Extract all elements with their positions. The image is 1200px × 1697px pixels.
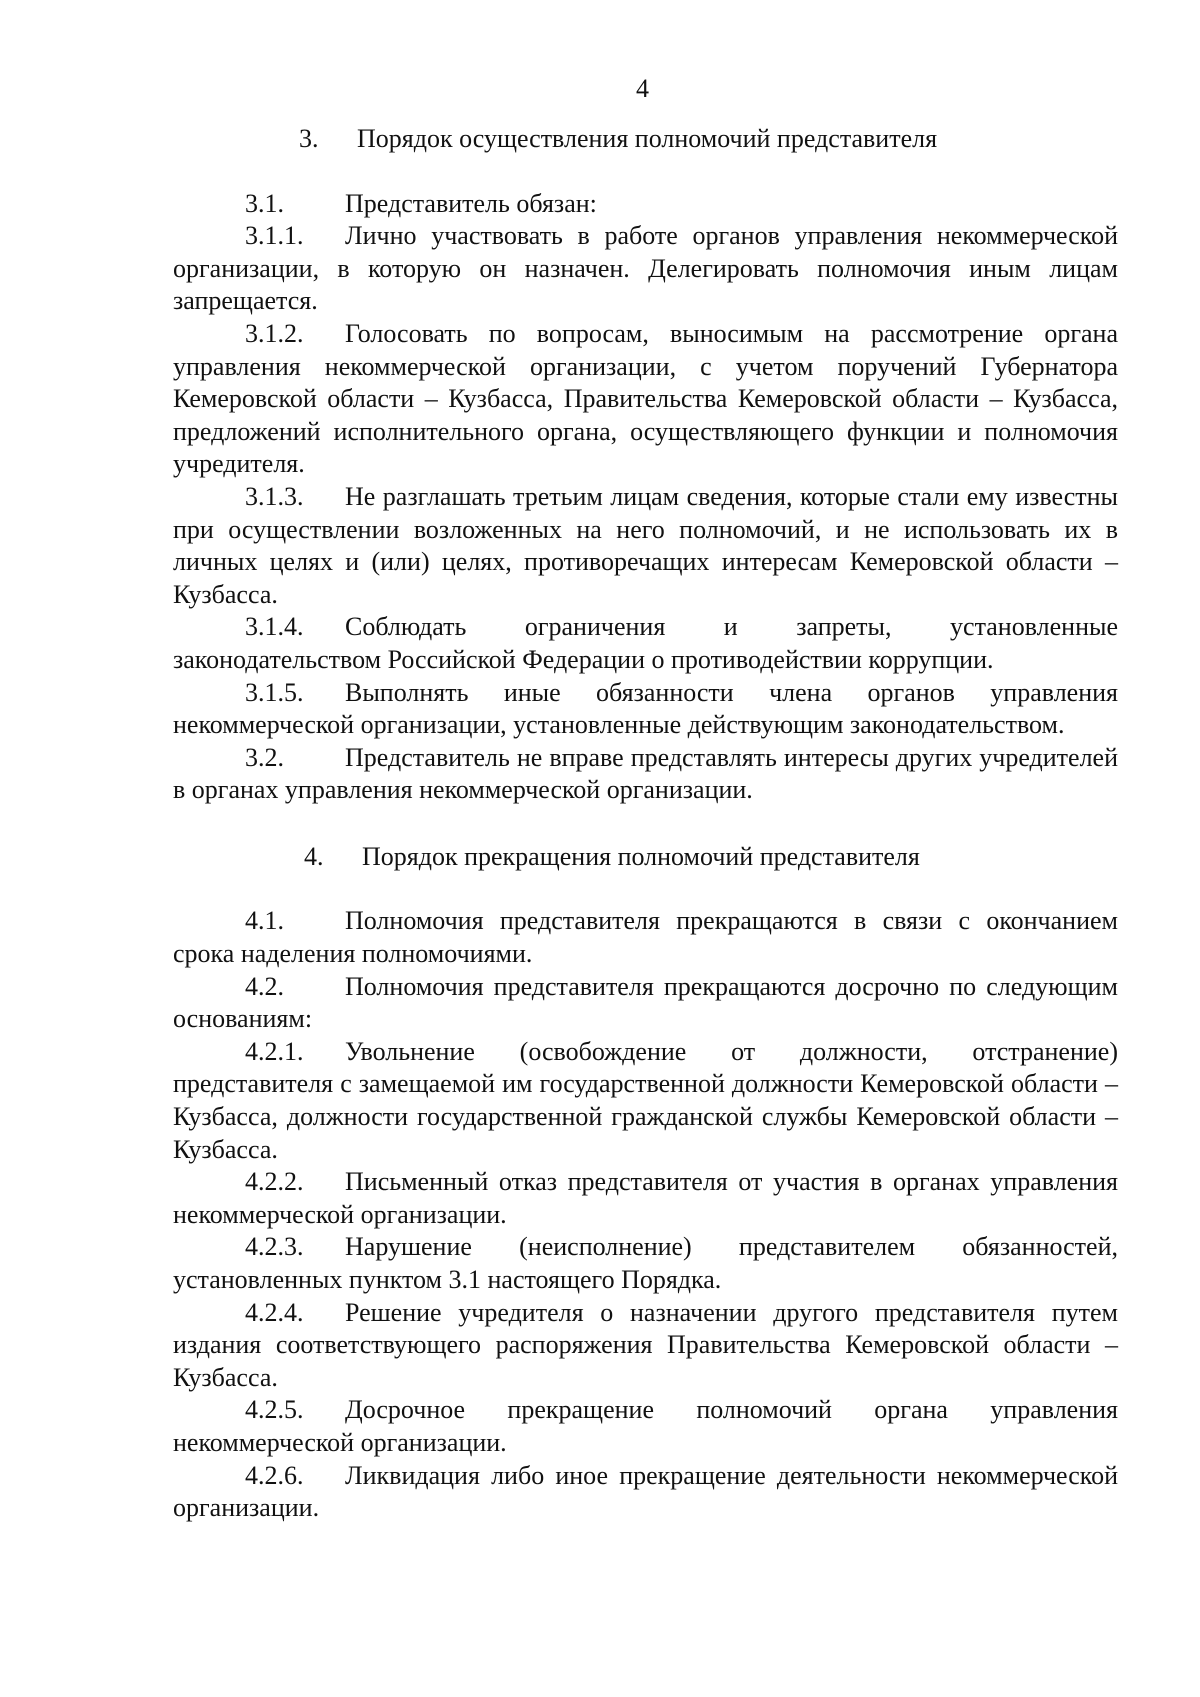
page-number: 4 xyxy=(636,74,649,103)
section-4-number: 4. xyxy=(304,841,324,871)
paragraph-text: Лично участвовать в работе органов управления некоммерческой организации, в которую он назначен. Делегировать полномочия иным лицам запрещается. xyxy=(173,221,1118,316)
paragraph-text: Выполнять иные обязанности члена органов управления некоммерческой организации, установленные действующим законодательством. xyxy=(173,677,1118,740)
section-3-number: 3. xyxy=(299,124,319,153)
paragraph-text: Полномочия представителя прекращаются в связи с окончанием срока наделения полномочиями. xyxy=(173,906,1118,969)
paragraph-text: Увольнение (освобождение от должности, отстранение) представителя с замещаемой им государственной должности Кемеровской области – Кузбасса, должности государственной гражданской службы Кемеровской области – Кузбасса. xyxy=(173,1036,1118,1164)
paragraph-3-2 xyxy=(173,742,1118,807)
paragraph-number: 4.2.2. xyxy=(245,1167,304,1197)
paragraph-number: 3.1.4. xyxy=(245,612,304,642)
paragraph-text: Представитель не вправе представлять интересы других учредителей в органах управления некоммерческой организации. xyxy=(173,742,1118,805)
document-body xyxy=(173,123,1118,1525)
paragraph-4-1 xyxy=(173,905,1118,970)
paragraph-text: Нарушение (неисполнение) представителем обязанностей, установленных пунктом 3.1 настоящего Порядка. xyxy=(173,1232,1118,1294)
paragraph-text: Полномочия представителя прекращаются досрочно по следующим основаниям: xyxy=(173,971,1118,1034)
paragraph-4-2-2 xyxy=(173,1166,1118,1231)
paragraph-4-2-4 xyxy=(173,1297,1118,1395)
paragraph-3-1 xyxy=(173,188,1118,221)
paragraph-number: 4.2.1. xyxy=(245,1036,304,1066)
paragraph-number: 4.2.4. xyxy=(245,1297,304,1327)
paragraph-4-2-1 xyxy=(173,1036,1118,1166)
paragraph-text: Представитель обязан: xyxy=(345,188,597,218)
paragraph-text: Письменный отказ представителя от участия в органах управления некоммерческой организации. xyxy=(173,1167,1118,1229)
paragraph-text: Не разглашать третьим лицам сведения, которые стали ему известны при осуществлении возложенных на него полномочий, и не использовать их в личных целях и (или) целях, противоречащих интересам Кемеровской области – Кузбасса. xyxy=(173,481,1118,609)
paragraph-number: 4.1. xyxy=(245,906,284,936)
paragraph-number: 4.2.5. xyxy=(245,1395,304,1425)
paragraph-3-1-1 xyxy=(173,220,1118,318)
paragraph-text: Ликвидация либо иное прекращение деятельности некоммерческой организации. xyxy=(173,1460,1118,1523)
paragraph-number: 3.1.5. xyxy=(245,677,304,707)
section-4-title: Порядок прекращения полномочий представителя xyxy=(362,841,920,871)
paragraph-4-2-3 xyxy=(173,1231,1118,1296)
paragraph-number: 3.1.3. xyxy=(245,481,304,511)
paragraph-text: Соблюдать ограничения и запреты, установленные законодательством Российской Федерации о противодействии коррупции. xyxy=(173,612,1118,674)
paragraph-3-1-5 xyxy=(173,677,1118,742)
section-3-heading xyxy=(173,123,1118,156)
paragraph-4-2-6 xyxy=(173,1460,1118,1525)
paragraph-text: Досрочное прекращение полномочий органа управления некоммерческой организации. xyxy=(173,1395,1118,1457)
section-3-title: Порядок осуществления полномочий представителя xyxy=(357,124,938,153)
paragraph-3-1-3 xyxy=(173,481,1118,611)
paragraph-number: 3.2. xyxy=(245,742,284,772)
section-3-items xyxy=(173,188,1118,807)
paragraph-number: 3.1. xyxy=(245,188,284,218)
paragraph-number: 4.2.6. xyxy=(245,1460,304,1490)
paragraph-number: 3.1.2. xyxy=(245,318,304,348)
paragraph-number: 3.1.1. xyxy=(245,221,304,251)
paragraph-3-1-2 xyxy=(173,318,1118,481)
paragraph-4-2-5 xyxy=(173,1394,1118,1459)
paragraph-text: Решение учредителя о назначении другого представителя путем издания соответствующего распоряжения Правительства Кемеровской области – Кузбасса. xyxy=(173,1297,1118,1392)
paragraph-number: 4.2.3. xyxy=(245,1232,304,1262)
paragraph-number: 4.2. xyxy=(245,971,284,1001)
paragraph-text: Голосовать по вопросам, выносимым на рассмотрение органа управления некоммерческой организации, с учетом поручений Губернатора Кемеровской области – Кузбасса, Правительства Кемеровской области – Кузбасса, предложений исполнительного органа, осуществляющего функции и полномочия учредителя. xyxy=(173,318,1118,479)
paragraph-4-2 xyxy=(173,971,1118,1036)
section-4-items xyxy=(173,905,1118,1524)
paragraph-3-1-4 xyxy=(173,611,1118,676)
section-4-heading xyxy=(173,841,1118,874)
